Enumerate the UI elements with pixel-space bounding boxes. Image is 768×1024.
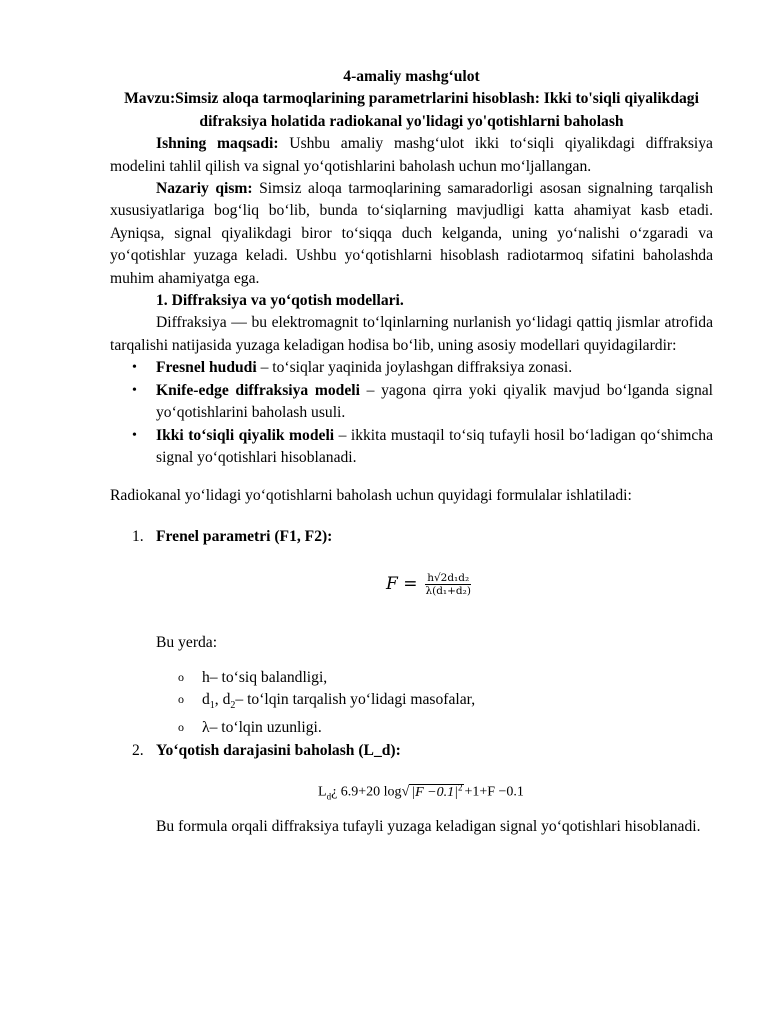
definitions-list — [156, 667, 713, 740]
def-subscript: 1 — [209, 700, 215, 712]
formula-fraction — [423, 572, 473, 597]
model-desc: – to‘siqlar yaqinida joylashgan diffraksiya zonasi. — [256, 359, 573, 377]
sqrt-icon: √ — [401, 784, 410, 800]
def-subscript-2: 2 — [230, 700, 236, 712]
formula-lhs: F = — [386, 574, 418, 595]
theory-text: Simsiz aloqa tarmoqlarining samaradorligi asosan signalning tarqalish xususiyatlariga bog‘liq bo‘lib, bunda to‘siqlarning mavjudligi katta ahamiyat kasb etadi. Ayniqsa, signal qiyalikdagi biror to‘siqqa duch kelganda, uning yo‘nalishi o‘zgaradi va yo‘qotishlar yuzaga keladi. Ushbu yo‘qotishlarni hisoblash radiotarmoq sifatini baholashda muhim ahamiyatga ega. — [110, 180, 713, 287]
list-item — [202, 689, 713, 718]
def-symbol: λ — [202, 719, 210, 737]
formula2-item — [132, 740, 713, 839]
def-text: – to‘lqin uzunligi. — [209, 719, 322, 737]
model-name: Knife-edge diffraksiya modeli — [156, 381, 360, 399]
list-item — [156, 425, 713, 470]
loss-formula — [156, 772, 713, 802]
section1-intro: Diffraksiya — bu elektromagnit to‘lqinlarning nurlanish yo‘lidagi qattiq jismlar atrofida tarqalishi natijasida yuzaga keladigan hodisa bo‘lib, uning asosiy modellari quyidagilardir: — [110, 314, 713, 354]
formula-denominator: λ(d₁+d₂) — [425, 585, 471, 598]
where-label: Bu yerda: — [156, 634, 218, 652]
formula2-mid: ¿ 6.9+20 log — [331, 784, 402, 800]
formula2-heading: Yo‘qotish darajasini baholash (L_d): — [156, 741, 401, 759]
goal-label: Ishning maqsadi: — [156, 135, 279, 153]
formula2-tail: +1+F −0.1 — [464, 784, 524, 800]
formula2-number: 2. — [132, 741, 144, 759]
formula2-power: 2 — [457, 782, 463, 793]
goal-paragraph — [110, 133, 713, 178]
document-topic: Mavzu:Simsiz aloqa tarmoqlarining parametrlarini hisoblash: Ikki to'siqli qiyalikdagi difraksiya holatida radiokanal yo'lidagi yo'qotishlarni baholash — [124, 90, 699, 130]
fresnel-formula — [156, 564, 713, 616]
document-title: 4-amaliy mashg‘ulot — [343, 68, 480, 85]
list-item — [202, 717, 713, 739]
goal-text: Ushbu amaliy mashg‘ulot ikki to‘siqli qiyalikdagi diffraksiya modelini tahlil qilish va signal yo‘qotishlarini baholash uchun mo‘ljallangan. — [110, 135, 713, 175]
formulas-intro: Radiokanal yo‘lidagi yo‘qotishlarni baholash uchun quyidagi formulalar ishlatiladi: — [110, 487, 632, 505]
theory-label: Nazariy qism: — [156, 180, 253, 198]
formula1-number: 1. — [132, 527, 144, 545]
formula1-heading: Frenel parametri (F1, F2): — [156, 527, 333, 545]
theory-paragraph — [110, 178, 713, 290]
list-item — [156, 357, 713, 379]
section1-heading: 1. Diffraksiya va yo‘qotish modellari. — [156, 292, 404, 310]
formula2-L: L — [318, 784, 327, 800]
def-text: – to‘siq balandligi, — [209, 668, 328, 686]
model-desc: – yagona qirra yoki qiyalik mavjud bo‘lganda signal yo‘qotishlarini baholash usuli. — [156, 381, 714, 422]
model-desc: – ikkita mustaqil to‘siq tufayli hosil bo‘ladigan qo‘shimcha signal yo‘qotishlari hisoblanadi. — [156, 426, 713, 466]
models-list — [110, 357, 713, 469]
formula1-item — [132, 526, 713, 740]
model-name: Ikki to‘siqli qiyalik modeli — [156, 426, 335, 444]
formula2-sub: d — [326, 791, 332, 802]
model-name: Fresnel hududi — [156, 359, 257, 377]
def-text: , d — [214, 690, 231, 708]
def-text-tail: – to‘lqin tarqalish yo‘lidagi masofalar, — [235, 690, 476, 708]
def-symbol: h — [202, 668, 210, 686]
formula2-sqrt-arg: |F −0.1| — [411, 784, 458, 800]
document-page — [110, 66, 713, 839]
list-item — [156, 380, 713, 425]
formula-numerator: h√2d₁d₂ — [427, 572, 470, 585]
list-item — [202, 667, 713, 689]
formula-list — [110, 526, 713, 839]
formula2-explanation: Bu formula orqali diffraksiya tufayli yuzaga keladigan signal yo‘qotishlari hisoblanadi. — [156, 818, 701, 836]
def-symbol: d — [202, 690, 210, 708]
